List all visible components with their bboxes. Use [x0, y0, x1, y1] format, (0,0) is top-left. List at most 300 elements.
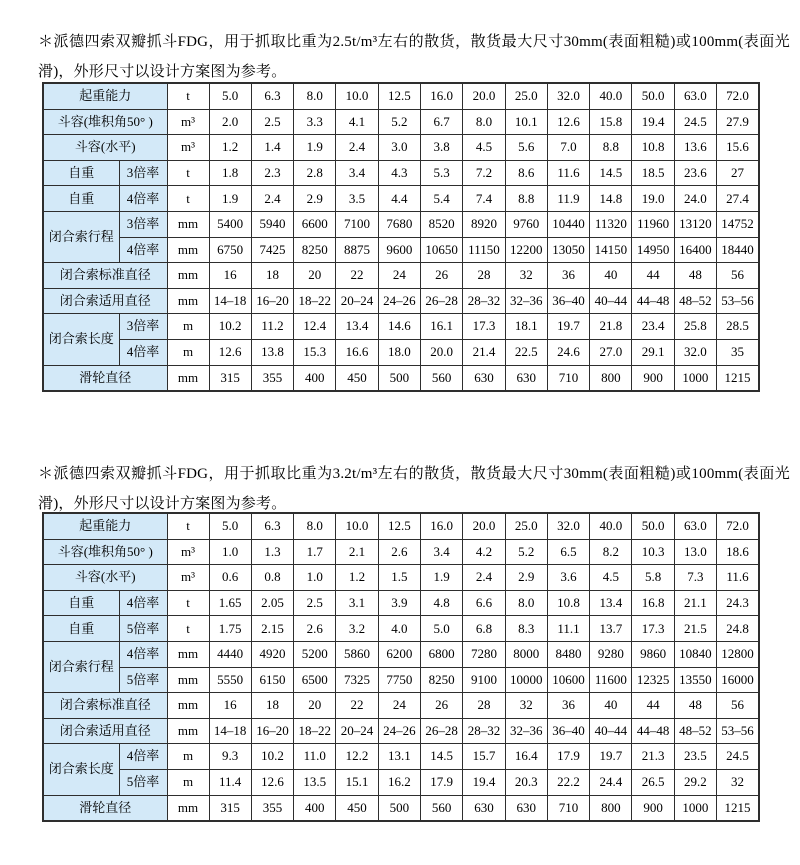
value-cell: 8.0	[463, 109, 505, 135]
value-cell: 15.7	[463, 744, 505, 770]
row-label: 闭合索适用直径	[43, 288, 167, 314]
value-cell: 7100	[336, 211, 378, 237]
value-cell: 6.3	[251, 83, 293, 109]
row-label: 自重	[43, 590, 119, 616]
spec-table-fdg-2-5	[42, 82, 760, 392]
value-cell: 11.6	[717, 565, 759, 591]
unit-cell: mm	[167, 718, 209, 744]
table-row	[43, 237, 759, 263]
value-cell: 4.8	[421, 590, 463, 616]
value-cell: 36–40	[547, 288, 589, 314]
unit-cell: mm	[167, 211, 209, 237]
row-label: 滑轮直径	[43, 795, 167, 821]
value-cell: 16.4	[505, 744, 547, 770]
value-cell: 5.6	[505, 135, 547, 161]
value-cell: 4440	[209, 641, 251, 667]
value-cell: 13.6	[674, 135, 716, 161]
value-cell: 22	[336, 263, 378, 289]
value-cell: 630	[463, 365, 505, 391]
value-cell: 22.5	[505, 339, 547, 365]
row-label: 起重能力	[43, 83, 167, 109]
value-cell: 12.6	[547, 109, 589, 135]
value-cell: 18440	[717, 237, 759, 263]
value-cell: 9100	[463, 667, 505, 693]
value-cell: 16–20	[251, 718, 293, 744]
value-cell: 11600	[590, 667, 632, 693]
table-row	[43, 314, 759, 340]
value-cell: 10650	[421, 237, 463, 263]
value-cell: 3.4	[421, 539, 463, 565]
value-cell: 3.6	[547, 565, 589, 591]
value-cell: 72.0	[717, 513, 759, 539]
value-cell: 14.5	[590, 160, 632, 186]
table-row	[43, 641, 759, 667]
value-cell: 15.3	[294, 339, 336, 365]
value-cell: 14.8	[590, 186, 632, 212]
value-cell: 1.0	[294, 565, 336, 591]
table-row	[43, 718, 759, 744]
value-cell: 24.6	[547, 339, 589, 365]
value-cell: 5.8	[632, 565, 674, 591]
value-cell: 11.4	[209, 769, 251, 795]
value-cell: 9860	[632, 641, 674, 667]
value-cell: 6.5	[547, 539, 589, 565]
unit-cell: mm	[167, 667, 209, 693]
value-cell: 3.5	[336, 186, 378, 212]
value-cell: 3.3	[294, 109, 336, 135]
row-label: 自重	[43, 186, 119, 212]
value-cell: 1215	[717, 365, 759, 391]
value-cell: 24–26	[378, 718, 420, 744]
value-cell: 40.0	[590, 83, 632, 109]
value-cell: 32–36	[505, 288, 547, 314]
value-cell: 2.9	[505, 565, 547, 591]
row-label: 滑轮直径	[43, 365, 167, 391]
value-cell: 0.6	[209, 565, 251, 591]
value-cell: 32	[505, 693, 547, 719]
value-cell: 13.5	[294, 769, 336, 795]
value-cell: 10.3	[632, 539, 674, 565]
value-cell: 28	[463, 263, 505, 289]
value-cell: 8.3	[505, 616, 547, 642]
value-cell: 10840	[674, 641, 716, 667]
row-sublabel: 3倍率	[119, 211, 167, 237]
value-cell: 900	[632, 795, 674, 821]
value-cell: 16.8	[632, 590, 674, 616]
value-cell: 2.8	[294, 160, 336, 186]
unit-cell: mm	[167, 365, 209, 391]
value-cell: 14–18	[209, 718, 251, 744]
value-cell: 32–36	[505, 718, 547, 744]
value-cell: 800	[590, 365, 632, 391]
row-label: 自重	[43, 160, 119, 186]
value-cell: 19.7	[590, 744, 632, 770]
value-cell: 1.2	[209, 135, 251, 161]
value-cell: 8920	[463, 211, 505, 237]
row-sublabel: 3倍率	[119, 314, 167, 340]
value-cell: 36	[547, 263, 589, 289]
value-cell: 40	[590, 693, 632, 719]
unit-cell: t	[167, 160, 209, 186]
value-cell: 16–20	[251, 288, 293, 314]
unit-cell: m	[167, 769, 209, 795]
value-cell: 13.1	[378, 744, 420, 770]
value-cell: 16.0	[421, 513, 463, 539]
value-cell: 7425	[251, 237, 293, 263]
unit-cell: m	[167, 744, 209, 770]
value-cell: 11.1	[547, 616, 589, 642]
row-sublabel: 4倍率	[119, 590, 167, 616]
value-cell: 4.5	[463, 135, 505, 161]
table-row	[43, 565, 759, 591]
value-cell: 4920	[251, 641, 293, 667]
value-cell: 0.8	[251, 565, 293, 591]
value-cell: 20–24	[336, 718, 378, 744]
value-cell: 1.9	[294, 135, 336, 161]
value-cell: 13.0	[674, 539, 716, 565]
value-cell: 2.6	[294, 616, 336, 642]
value-cell: 23.4	[632, 314, 674, 340]
table-row	[43, 263, 759, 289]
table-row	[43, 109, 759, 135]
value-cell: 28–32	[463, 288, 505, 314]
value-cell: 24.0	[674, 186, 716, 212]
value-cell: 36–40	[547, 718, 589, 744]
value-cell: 21.1	[674, 590, 716, 616]
value-cell: 560	[421, 365, 463, 391]
value-cell: 1000	[674, 365, 716, 391]
value-cell: 4.4	[378, 186, 420, 212]
value-cell: 20.0	[463, 513, 505, 539]
value-cell: 28–32	[463, 718, 505, 744]
value-cell: 2.6	[378, 539, 420, 565]
value-cell: 18.6	[717, 539, 759, 565]
value-cell: 12.5	[378, 83, 420, 109]
value-cell: 48	[674, 263, 716, 289]
value-cell: 20.3	[505, 769, 547, 795]
value-cell: 63.0	[674, 513, 716, 539]
value-cell: 22.2	[547, 769, 589, 795]
value-cell: 19.7	[547, 314, 589, 340]
value-cell: 17.3	[463, 314, 505, 340]
value-cell: 2.1	[336, 539, 378, 565]
value-cell: 17.9	[547, 744, 589, 770]
value-cell: 5.0	[421, 616, 463, 642]
value-cell: 14950	[632, 237, 674, 263]
value-cell: 5.0	[209, 513, 251, 539]
value-cell: 20	[294, 263, 336, 289]
table-row	[43, 513, 759, 539]
value-cell: 500	[378, 365, 420, 391]
unit-cell: mm	[167, 263, 209, 289]
value-cell: 44	[632, 263, 674, 289]
value-cell: 2.3	[251, 160, 293, 186]
value-cell: 15.1	[336, 769, 378, 795]
row-label: 闭合索长度	[43, 744, 119, 795]
row-sublabel: 4倍率	[119, 339, 167, 365]
value-cell: 8520	[421, 211, 463, 237]
value-cell: 7.2	[463, 160, 505, 186]
value-cell: 1.4	[251, 135, 293, 161]
value-cell: 13.4	[590, 590, 632, 616]
value-cell: 8.6	[505, 160, 547, 186]
row-label: 闭合索长度	[43, 314, 119, 365]
table-row	[43, 769, 759, 795]
value-cell: 560	[421, 795, 463, 821]
value-cell: 13120	[674, 211, 716, 237]
value-cell: 29.2	[674, 769, 716, 795]
value-cell: 10.1	[505, 109, 547, 135]
value-cell: 2.15	[251, 616, 293, 642]
value-cell: 7.0	[547, 135, 589, 161]
value-cell: 19.0	[632, 186, 674, 212]
value-cell: 27.4	[717, 186, 759, 212]
value-cell: 1.5	[378, 565, 420, 591]
value-cell: 7325	[336, 667, 378, 693]
row-label: 闭合索适用直径	[43, 718, 167, 744]
value-cell: 5.2	[378, 109, 420, 135]
value-cell: 10440	[547, 211, 589, 237]
value-cell: 56	[717, 263, 759, 289]
value-cell: 800	[590, 795, 632, 821]
value-cell: 13.4	[336, 314, 378, 340]
value-cell: 5860	[336, 641, 378, 667]
value-cell: 18.5	[632, 160, 674, 186]
value-cell: 16.6	[336, 339, 378, 365]
unit-cell: mm	[167, 641, 209, 667]
value-cell: 5550	[209, 667, 251, 693]
value-cell: 13050	[547, 237, 589, 263]
table-row	[43, 539, 759, 565]
value-cell: 8.0	[505, 590, 547, 616]
value-cell: 355	[251, 795, 293, 821]
value-cell: 2.0	[209, 109, 251, 135]
value-cell: 5.0	[209, 83, 251, 109]
value-cell: 6.3	[251, 513, 293, 539]
value-cell: 8.8	[590, 135, 632, 161]
value-cell: 6750	[209, 237, 251, 263]
row-label: 闭合索行程	[43, 641, 119, 692]
value-cell: 27.9	[717, 109, 759, 135]
value-cell: 15.8	[590, 109, 632, 135]
value-cell: 50.0	[632, 513, 674, 539]
value-cell: 6.8	[463, 616, 505, 642]
value-cell: 53–56	[717, 718, 759, 744]
value-cell: 4.3	[378, 160, 420, 186]
unit-cell: m³	[167, 539, 209, 565]
value-cell: 24.5	[674, 109, 716, 135]
value-cell: 6200	[378, 641, 420, 667]
value-cell: 7.4	[463, 186, 505, 212]
unit-cell: m	[167, 314, 209, 340]
value-cell: 72.0	[717, 83, 759, 109]
value-cell: 2.5	[294, 590, 336, 616]
value-cell: 22	[336, 693, 378, 719]
value-cell: 8480	[547, 641, 589, 667]
value-cell: 16.1	[421, 314, 463, 340]
value-cell: 11.6	[547, 160, 589, 186]
value-cell: 13550	[674, 667, 716, 693]
value-cell: 8875	[336, 237, 378, 263]
table-row	[43, 795, 759, 821]
row-sublabel: 5倍率	[119, 769, 167, 795]
value-cell: 1.75	[209, 616, 251, 642]
value-cell: 12325	[632, 667, 674, 693]
unit-cell: mm	[167, 693, 209, 719]
value-cell: 11320	[590, 211, 632, 237]
value-cell: 12200	[505, 237, 547, 263]
value-cell: 8.8	[505, 186, 547, 212]
value-cell: 11.9	[547, 186, 589, 212]
unit-cell: mm	[167, 795, 209, 821]
value-cell: 20	[294, 693, 336, 719]
value-cell: 17.9	[421, 769, 463, 795]
value-cell: 16.0	[421, 83, 463, 109]
table-row	[43, 135, 759, 161]
value-cell: 25.8	[674, 314, 716, 340]
value-cell: 10.8	[632, 135, 674, 161]
value-cell: 21.5	[674, 616, 716, 642]
value-cell: 400	[294, 365, 336, 391]
value-cell: 18	[251, 693, 293, 719]
unit-cell: t	[167, 83, 209, 109]
value-cell: 12.2	[336, 744, 378, 770]
value-cell: 2.9	[294, 186, 336, 212]
value-cell: 28.5	[717, 314, 759, 340]
value-cell: 27.0	[590, 339, 632, 365]
value-cell: 25.0	[505, 83, 547, 109]
value-cell: 10.2	[251, 744, 293, 770]
table-row	[43, 616, 759, 642]
row-label: 斗容(堆积角50° )	[43, 539, 167, 565]
value-cell: 21.8	[590, 314, 632, 340]
value-cell: 11960	[632, 211, 674, 237]
value-cell: 21.3	[632, 744, 674, 770]
value-cell: 16400	[674, 237, 716, 263]
row-sublabel: 4倍率	[119, 186, 167, 212]
value-cell: 4.0	[378, 616, 420, 642]
value-cell: 2.4	[336, 135, 378, 161]
value-cell: 450	[336, 795, 378, 821]
value-cell: 20–24	[336, 288, 378, 314]
table-row	[43, 693, 759, 719]
value-cell: 5200	[294, 641, 336, 667]
row-label: 自重	[43, 616, 119, 642]
value-cell: 13.8	[251, 339, 293, 365]
row-sublabel: 4倍率	[119, 237, 167, 263]
row-sublabel: 4倍率	[119, 641, 167, 667]
unit-cell: mm	[167, 237, 209, 263]
value-cell: 5400	[209, 211, 251, 237]
value-cell: 7.3	[674, 565, 716, 591]
value-cell: 2.5	[251, 109, 293, 135]
value-cell: 11150	[463, 237, 505, 263]
value-cell: 26–28	[421, 288, 463, 314]
unit-cell: m	[167, 339, 209, 365]
value-cell: 24	[378, 263, 420, 289]
value-cell: 4.2	[463, 539, 505, 565]
value-cell: 1.9	[209, 186, 251, 212]
value-cell: 2.4	[463, 565, 505, 591]
value-cell: 315	[209, 795, 251, 821]
value-cell: 10600	[547, 667, 589, 693]
value-cell: 24.8	[717, 616, 759, 642]
value-cell: 26	[421, 263, 463, 289]
unit-cell: m³	[167, 565, 209, 591]
table-row	[43, 160, 759, 186]
spec-table-fdg-3-2	[42, 512, 760, 822]
value-cell: 48	[674, 693, 716, 719]
value-cell: 8.0	[294, 513, 336, 539]
value-cell: 28	[463, 693, 505, 719]
value-cell: 10.0	[336, 513, 378, 539]
value-cell: 17.3	[632, 616, 674, 642]
value-cell: 36	[547, 693, 589, 719]
value-cell: 18.0	[378, 339, 420, 365]
value-cell: 710	[547, 365, 589, 391]
intro-paragraph-fdg-3-2: ＊派德四索双瓣抓斗FDG，用于抓取比重为3.2t/m³左右的散货，散货最大尺寸30mm(表面粗糙)或100mm(表面光滑)，外形尺寸以设计方案图为参考。	[38, 466, 790, 512]
value-cell: 56	[717, 693, 759, 719]
value-cell: 40–44	[590, 288, 632, 314]
value-cell: 450	[336, 365, 378, 391]
value-cell: 24–26	[378, 288, 420, 314]
row-label: 闭合索行程	[43, 211, 119, 262]
value-cell: 32	[505, 263, 547, 289]
value-cell: 50.0	[632, 83, 674, 109]
value-cell: 8.2	[590, 539, 632, 565]
value-cell: 32.0	[674, 339, 716, 365]
value-cell: 3.9	[378, 590, 420, 616]
value-cell: 48–52	[674, 718, 716, 744]
value-cell: 40.0	[590, 513, 632, 539]
value-cell: 1000	[674, 795, 716, 821]
value-cell: 53–56	[717, 288, 759, 314]
row-sublabel: 3倍率	[119, 160, 167, 186]
value-cell: 8000	[505, 641, 547, 667]
value-cell: 21.4	[463, 339, 505, 365]
value-cell: 16.2	[378, 769, 420, 795]
value-cell: 400	[294, 795, 336, 821]
value-cell: 18–22	[294, 718, 336, 744]
value-cell: 29.1	[632, 339, 674, 365]
value-cell: 900	[632, 365, 674, 391]
value-cell: 630	[463, 795, 505, 821]
table-row	[43, 288, 759, 314]
value-cell: 9600	[378, 237, 420, 263]
table-row	[43, 744, 759, 770]
value-cell: 8250	[294, 237, 336, 263]
value-cell: 1.65	[209, 590, 251, 616]
row-sublabel: 4倍率	[119, 744, 167, 770]
value-cell: 24.4	[590, 769, 632, 795]
value-cell: 5.3	[421, 160, 463, 186]
row-sublabel: 5倍率	[119, 616, 167, 642]
value-cell: 6150	[251, 667, 293, 693]
value-cell: 26	[421, 693, 463, 719]
value-cell: 14150	[590, 237, 632, 263]
value-cell: 10000	[505, 667, 547, 693]
value-cell: 4.5	[590, 565, 632, 591]
value-cell: 19.4	[632, 109, 674, 135]
row-label: 闭合索标准直径	[43, 263, 167, 289]
value-cell: 12.4	[294, 314, 336, 340]
table-row	[43, 339, 759, 365]
value-cell: 14.5	[421, 744, 463, 770]
value-cell: 3.0	[378, 135, 420, 161]
unit-cell: m³	[167, 135, 209, 161]
value-cell: 11.2	[251, 314, 293, 340]
value-cell: 26–28	[421, 718, 463, 744]
